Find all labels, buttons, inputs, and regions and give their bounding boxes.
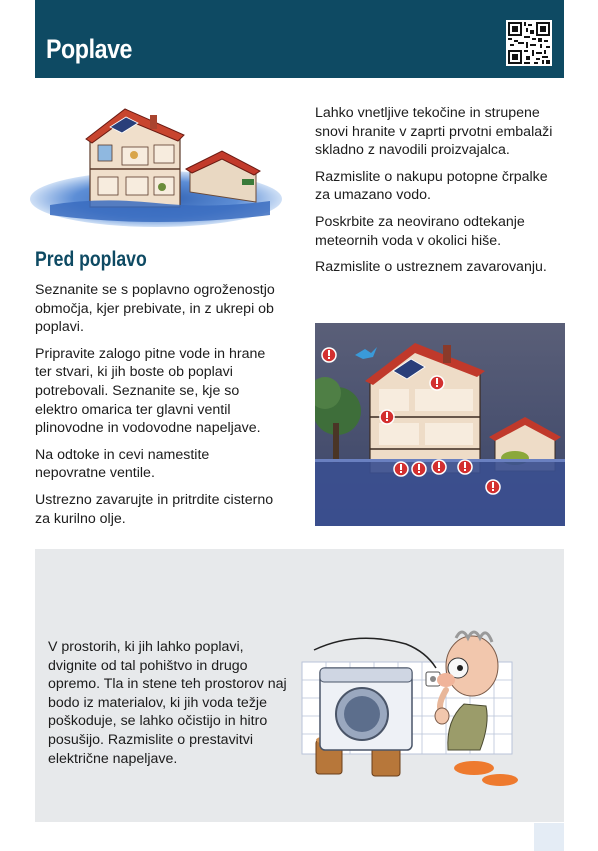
paragraph: Seznanite se s poplavno ogroženostjo območja, kjer prebivate, in z ukrepi ob poplavi. — [35, 282, 275, 336]
warning-exclamation-icon — [458, 460, 472, 474]
paragraph: Razmislite o nakupu potopne črpalke za umazano vodo. — [315, 168, 548, 204]
warning-exclamation-icon — [430, 376, 444, 390]
page-corner-mark — [534, 823, 564, 851]
qr-code-icon[interactable] — [506, 20, 552, 66]
paragraph: Lahko vnetljive tekočine in strupene snovi hranite v zaprti prvotni embalaži skladno z navodili proizvajalca. — [315, 105, 553, 159]
warning-exclamation-icon — [432, 460, 446, 474]
man-lifting-appliance-illustration — [296, 620, 536, 790]
flooded-house-illustration — [30, 97, 292, 232]
warning-exclamation-icon — [322, 348, 336, 362]
paragraph: Razmislite o ustreznem zavarovanju. — [315, 259, 547, 276]
right-column — [315, 104, 565, 285]
paragraph: Pripravite zalogo pitne vode in hrane ter stvari, ki jih boste ob poplavi potrebovali. Seznanite se, kje so elektro omarica ter glavni ventil plinovodne in vodovodne napeljave. — [35, 345, 266, 437]
warning-exclamation-icon — [394, 462, 408, 476]
warning-exclamation-icon — [412, 462, 426, 476]
flood-warning-illustration — [315, 323, 565, 526]
paragraph: Ustrezno zavarujte in pritrdite cisterno za kurilno olje. — [35, 491, 274, 527]
paragraph: Na odtoke in cevi namestite nepovratne ventile. — [35, 446, 210, 482]
paragraph: V prostorih, ki jih lahko poplavi, dvignite od tal pohištvo in drugo opremo. Tla in stene teh prostorov naj bodo iz materialov, ki jih voda težje poškoduje, se lahko očistijo in hitro posušijo. Razmislite o prestavitvi električne napeljave. — [48, 639, 287, 767]
section-heading: Pred poplavo — [35, 248, 147, 271]
warning-exclamation-icon — [380, 410, 394, 424]
left-column — [35, 281, 280, 536]
warning-exclamation-icon — [486, 480, 500, 494]
paragraph: Poskrbite za neovirano odtekanje meteornih voda v okolici hiše. — [315, 213, 525, 249]
page-title: Poplave — [46, 34, 133, 64]
info-box-text — [48, 638, 293, 768]
